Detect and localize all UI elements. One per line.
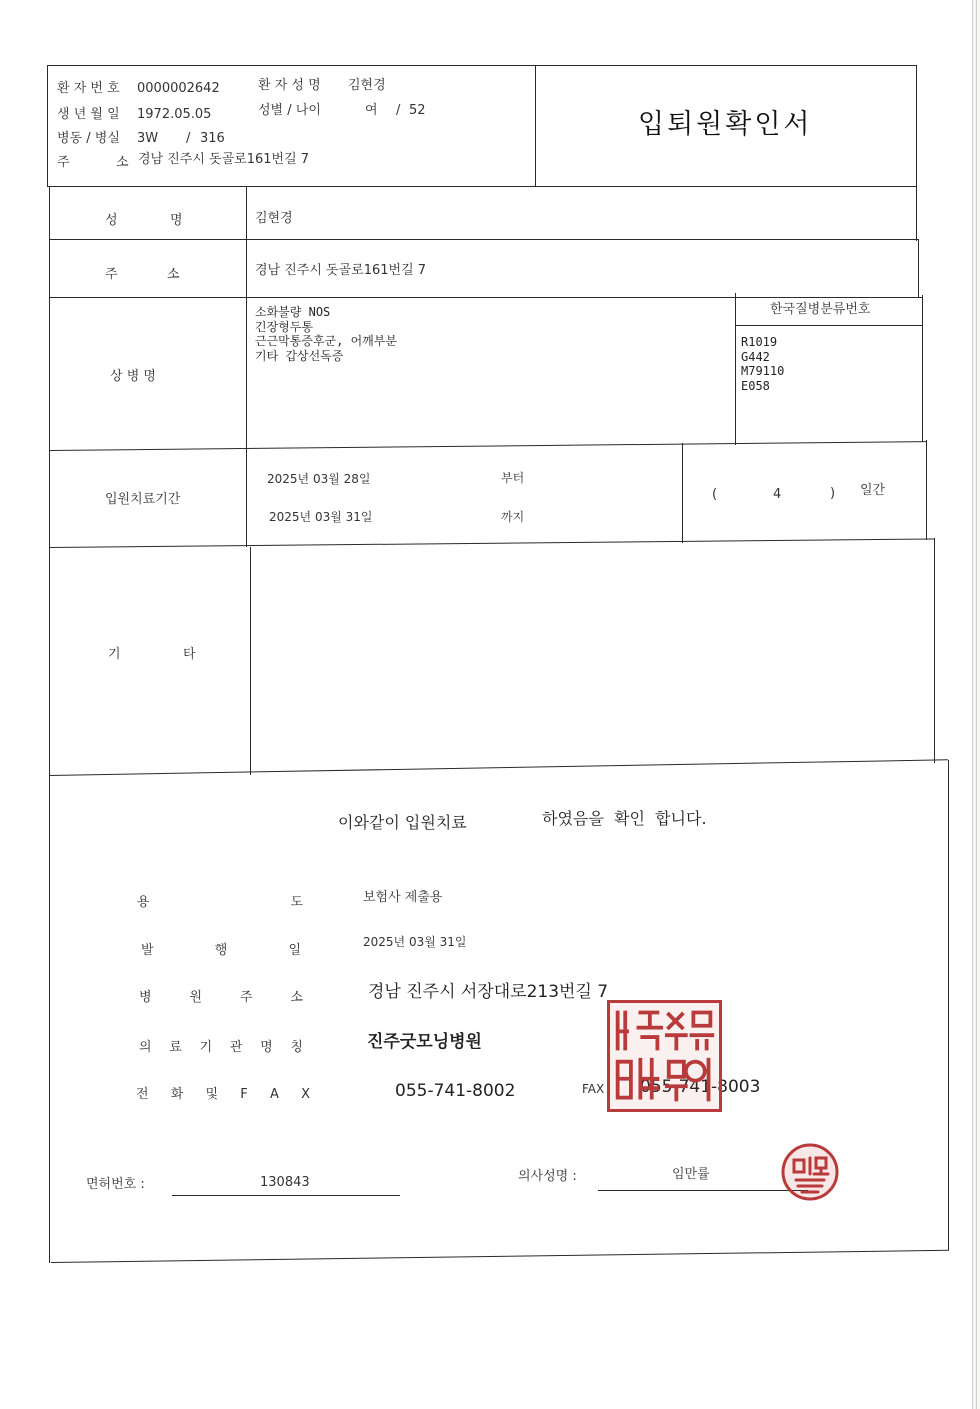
patient-name: 김현경: [348, 78, 386, 93]
license-number: 130843: [260, 1175, 310, 1190]
period-from: 2025년 03월 28일: [267, 472, 371, 486]
hospital-address-value: 경남 진주시 서장대로213번길 7: [368, 982, 609, 1002]
kcd-column-line: [735, 293, 736, 445]
issue-date-label: 발 행 일: [141, 943, 301, 958]
row-line: [49, 759, 948, 776]
header-address: 경남 진주시 돗골로161번길 7: [138, 152, 310, 167]
header-divider: [535, 65, 536, 187]
ward-label: 병동 / 병실: [57, 131, 120, 146]
hospital-address-label: 병 원 주 소: [139, 990, 303, 1005]
row-line: [49, 441, 926, 451]
name-label-first: 성: [105, 213, 118, 228]
institution-name-label: 의 료 기 관 명 칭: [139, 1040, 303, 1055]
from-word: 부터: [501, 471, 525, 485]
address-label-second: 소: [116, 155, 129, 170]
days-column-line: [682, 443, 683, 543]
days-unit: 일간: [860, 483, 886, 498]
label-column-line: [246, 187, 247, 547]
address-row-label-second: 소: [167, 267, 180, 282]
patient-name-label: 환 자 성 명: [258, 78, 321, 93]
address-label-first: 주: [57, 155, 70, 170]
period-label: 입원치료기간: [105, 492, 181, 507]
kcd-code: G442: [741, 349, 770, 364]
dob: 1972.05.05: [137, 107, 212, 122]
frame-right: [926, 440, 927, 540]
license-label: 면허번호 :: [86, 1177, 145, 1192]
hospital-seal-stamp: [607, 1000, 722, 1112]
frame-right: [934, 538, 935, 763]
fax-label: FAX: [582, 1082, 605, 1096]
doctor-label: 의사성명 :: [518, 1169, 577, 1184]
period-to: 2025년 03월 31일: [269, 510, 373, 524]
age: 52: [409, 103, 426, 118]
days-count: 4: [773, 487, 782, 502]
frame-right: [916, 187, 917, 241]
confirm-sentence-part2: 하였음을 확인 합니다.: [542, 809, 707, 828]
paper-edge: [972, 0, 973, 1409]
diagnosis-item: 기타 갑상선독증: [255, 348, 344, 363]
age-separator: /: [396, 103, 401, 118]
name-value: 김현경: [255, 211, 293, 226]
kcd-header-line: [735, 325, 922, 326]
to-word: 까지: [501, 510, 525, 524]
kcd-code: M79110: [741, 364, 785, 378]
diagnosis-item: 소화불량 NOS: [255, 305, 331, 319]
name-label-second: 명: [170, 213, 183, 228]
other-label-first: 기: [108, 647, 121, 662]
other-label-second: 타: [183, 647, 196, 662]
address-value: 경남 진주시 돗골로161번길 7: [255, 263, 427, 278]
row-line: [49, 539, 934, 548]
doctor-name: 임만률: [672, 1167, 710, 1182]
sex: 여: [365, 103, 378, 118]
kcd-code: R1019: [741, 335, 778, 349]
frame-right: [918, 239, 919, 297]
phone-value: 055-741-8002: [395, 1081, 516, 1101]
frame-left: [49, 187, 50, 1263]
dob-label: 생 년 월 일: [57, 107, 120, 122]
patient-no-label: 환 자 번 호: [57, 81, 120, 96]
days-open-paren: (: [712, 487, 718, 502]
frame-right: [948, 760, 949, 1250]
institution-name-value: 진주굿모닝병원: [367, 1032, 482, 1052]
room: 316: [200, 131, 225, 146]
address-row-label-first: 주: [105, 267, 118, 282]
phone-fax-label: 전 화 및 F A X: [136, 1087, 310, 1102]
frame-right: [922, 295, 923, 442]
diagnosis-list: [255, 305, 397, 363]
confirm-sentence-part1: 이와같이 입원치료: [338, 813, 467, 832]
purpose-label: 용 도: [137, 895, 303, 910]
doctor-underline: [598, 1190, 808, 1191]
fax-value: 055-741-8003: [640, 1077, 761, 1097]
issue-date-value: 2025년 03월 31일: [363, 935, 467, 949]
kcd-code: E058: [741, 378, 770, 393]
purpose-value: 보험사 제출용: [363, 890, 443, 905]
paper-edge: [976, 0, 977, 1409]
label-column-line: [250, 547, 251, 775]
doctor-seal-stamp: [780, 1142, 840, 1202]
row-line: [49, 297, 922, 298]
diagnosis-item: 근근막통증후군, 어깨부분: [255, 334, 397, 348]
frame-bottom: [51, 1250, 949, 1263]
diagnosis-item: 긴장형두통: [255, 319, 313, 334]
document-title: 입퇴원확인서: [638, 109, 813, 140]
kcd-header: 한국질병분류번호: [770, 302, 871, 317]
room-separator: /: [186, 131, 191, 146]
ward: 3W: [137, 131, 159, 146]
license-underline: [172, 1195, 400, 1196]
sex-age-label: 성별 / 나이: [258, 103, 321, 118]
days-close-paren: ): [830, 486, 836, 501]
kcd-code-list: [741, 335, 784, 393]
row-line: [49, 239, 918, 240]
diagnosis-label: 상 병 명: [110, 369, 156, 384]
patient-no: 0000002642: [137, 81, 220, 96]
